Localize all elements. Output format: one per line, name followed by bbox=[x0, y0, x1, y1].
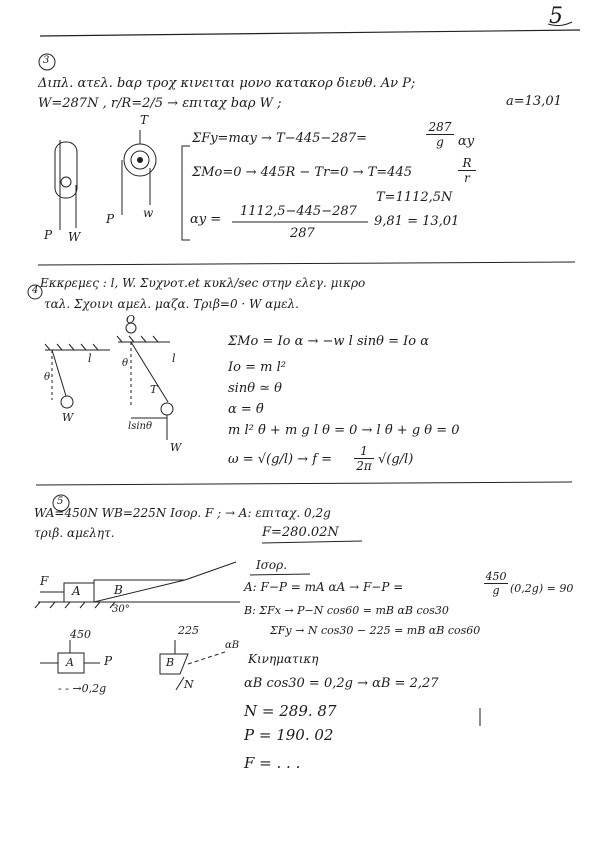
problem-3-number: 3 bbox=[43, 55, 50, 66]
p4-eq1: ΣMo = Io α → −w l sinθ = Io α bbox=[228, 334, 430, 349]
problem-4-number: 4 bbox=[32, 285, 39, 296]
problem-4-statement-line1: Εκκρεμες : l, W. Συχνοτ.et κυκλ/sec στην ελεγ. μικρο bbox=[40, 276, 366, 290]
p3-eq4-rhs: 9,81 = 13,01 bbox=[374, 214, 460, 229]
fbd-label-ab: αB bbox=[225, 640, 240, 651]
p5-eq-a-tail: (0,2g) = 90 bbox=[510, 582, 574, 595]
force-label-w2: w bbox=[143, 206, 154, 220]
p5-subhead-underline bbox=[250, 574, 310, 575]
p5-kin1: αB cos30 = 0,2g → αB = 2,27 bbox=[244, 676, 439, 691]
pendulum-2-pivot-label: O bbox=[126, 313, 136, 326]
fig-ground-hatch bbox=[35, 602, 115, 608]
p3-eq2-frac-den: r bbox=[458, 170, 476, 185]
p3-eq2-fraction bbox=[458, 156, 476, 185]
p4-eq3: sinθ ≃ θ bbox=[228, 381, 283, 396]
p3-eq1-frac-den: g bbox=[426, 134, 454, 149]
p5-subhead: Ισορ. bbox=[256, 558, 288, 572]
problem-4-statement-line2: ταλ. Σχοινι αμελ. μαζα. Τριβ=0 · W αμελ. bbox=[44, 297, 299, 311]
p4-eq6-frac-den: 2π bbox=[354, 458, 374, 473]
p4-eq6-frac-num: 1 bbox=[360, 444, 368, 458]
p5-kinematics-head: Κινηματικη bbox=[248, 652, 319, 666]
p3-eq1: ΣFy=mαy → T−445−287= bbox=[192, 131, 368, 146]
problem-3-statement-line1: Διπλ. ατελ. bαρ τροχ κινειται μονο κατακορ διευθ. Αν Ρ; bbox=[38, 76, 416, 91]
fbd-b-accel bbox=[188, 652, 225, 664]
pendulum-1-theta: θ bbox=[44, 372, 51, 383]
pendulum-2-hatch bbox=[117, 336, 158, 342]
fig-label-b: B bbox=[114, 583, 123, 597]
fbd-b-normal bbox=[176, 677, 184, 690]
pendulum-2-weight: W bbox=[170, 441, 182, 454]
force-label-t: T bbox=[140, 113, 149, 127]
problem-5-result: F=280.02N bbox=[262, 525, 339, 540]
p5-eq-a-frac-den: g bbox=[484, 583, 508, 597]
pendulum-1-hatch bbox=[45, 344, 98, 350]
p3-eq4-num: 1112,5−445−287 bbox=[240, 204, 357, 219]
pendulum-1-bob bbox=[61, 396, 73, 408]
force-label-p1: P bbox=[44, 228, 53, 242]
fbd-label-a: A bbox=[66, 656, 74, 669]
pendulum-2-theta: θ bbox=[122, 358, 129, 369]
p5-kin3: P = 190. 02 bbox=[244, 726, 334, 744]
wheel-1-body bbox=[55, 142, 77, 198]
pendulum-2-length: l bbox=[172, 352, 176, 365]
p5-result-underline bbox=[262, 541, 362, 543]
p5-eq-a-frac-num: 450 bbox=[485, 570, 507, 583]
fig-wedge-b bbox=[94, 580, 185, 602]
p5-kin2: N = 289. 87 bbox=[244, 702, 337, 720]
fig-label-a: A bbox=[72, 584, 81, 598]
p3-eq2: ΣMo=0 → 445R − Tr=0 → T=445 bbox=[192, 165, 412, 180]
p4-eq2: Io = m l² bbox=[228, 360, 286, 375]
p5-kin4: F = . . . bbox=[244, 754, 301, 772]
pendulum-1-weight: W bbox=[62, 411, 74, 424]
p5-eq-b2: ΣFy → N cos30 − 225 = mB αB cos60 bbox=[270, 624, 481, 637]
problem-5-number: 5 bbox=[57, 496, 64, 507]
p4-eq6-fraction bbox=[354, 444, 374, 473]
problem-5-statement-line1: WA=450N WB=225N Ισορ. F ; → A: επιταχ. 0,2g bbox=[34, 506, 331, 520]
p3-eq1-fraction bbox=[426, 120, 454, 149]
fbd-label-450: 450 bbox=[70, 628, 91, 641]
divider-1 bbox=[38, 262, 575, 265]
fbd-label-p: P bbox=[104, 654, 113, 668]
problem-5-statement-line2: τριβ. αμελητ. bbox=[34, 526, 115, 540]
fbd-label-accel: - - →0,2g bbox=[58, 682, 107, 695]
p4-eq6-tail: √(g/l) bbox=[378, 452, 414, 467]
problem-3-answer: a=13,01 bbox=[506, 94, 562, 109]
fbd-label-b: B bbox=[166, 656, 175, 669]
p4-eq5: m l² θ̈ + m g l θ = 0 → l θ̈ + g θ = 0 bbox=[228, 423, 460, 438]
p3-eq3: T=1112,5N bbox=[376, 190, 453, 205]
fbd-label-n: N bbox=[184, 678, 194, 691]
top-rule bbox=[40, 30, 580, 36]
p3-eq1-frac-num: 287 bbox=[428, 120, 452, 134]
p5-eq-a-fraction bbox=[484, 570, 508, 597]
pendulum-1-string bbox=[52, 350, 66, 396]
page-number: 5 bbox=[549, 4, 563, 29]
force-label-p2: P bbox=[106, 212, 115, 226]
pendulum-2-tension: T bbox=[150, 383, 158, 396]
wheel-1-hub bbox=[61, 177, 71, 187]
problem-3-statement-line2: W=287N , r/R=2/5 → επιταχ bαρ W ; bbox=[38, 96, 282, 111]
p3-eq4-lhs: αy = bbox=[190, 212, 222, 227]
p3-eq1-tail: αy bbox=[458, 134, 475, 149]
fig-label-f: F bbox=[40, 574, 49, 588]
wheel-2-center bbox=[137, 157, 143, 163]
pendulum-2-bob bbox=[161, 403, 173, 415]
pendulum-1-length: l bbox=[88, 352, 92, 365]
p4-eq4: α = θ̈ bbox=[228, 402, 264, 417]
p3-eq4-den: 287 bbox=[290, 226, 315, 241]
pendulum-2-lsin: lsinθ bbox=[128, 421, 152, 432]
equations-bracket bbox=[182, 146, 190, 240]
fig-incline bbox=[185, 562, 236, 580]
p3-eq2-frac-num: R bbox=[462, 156, 472, 170]
force-label-w1: W bbox=[68, 230, 81, 244]
p4-eq6: ω = √(g/l) → f = bbox=[228, 452, 333, 467]
p5-eq-b: B: ΣFx → P−N cos60 = mB αB cos30 bbox=[244, 604, 449, 617]
fig-label-angle: 30° bbox=[112, 604, 130, 615]
divider-2 bbox=[36, 482, 572, 485]
fbd-label-225: 225 bbox=[178, 624, 199, 637]
p5-eq-a: A: F−P = mA αA → F−P = bbox=[244, 580, 404, 594]
